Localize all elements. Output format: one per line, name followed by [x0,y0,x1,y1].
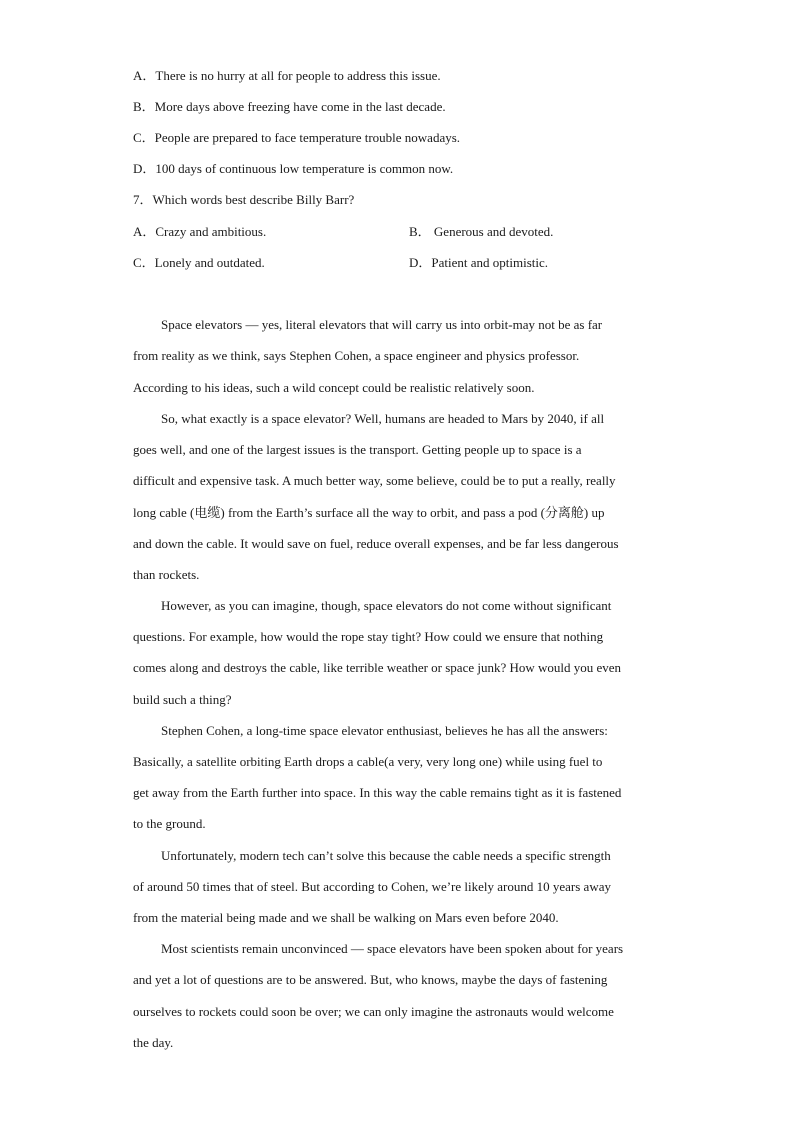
question-7-option-a: A．Crazy and ambitious. [133,224,267,239]
passage-line: to the ground. [133,816,206,831]
option-b-prev: B．More days above freezing have come in the last decade. [133,99,446,114]
passage-line: Basically, a satellite orbiting Earth drops a cable(a very, very long one) while using fuel to [133,754,603,769]
passage-line: goes well, and one of the largest issues is the transport. Getting people up to space is a [133,442,582,457]
option-c-prev: C．People are prepared to face temperature trouble nowadays. [133,130,461,145]
question-7-option-d: D．Patient and optimistic. [409,255,549,270]
option-d-prev: D．100 days of continuous low temperature is common now. [133,161,454,176]
passage-line: Space elevators — yes, literal elevators that will carry us into orbit-may not be as far [161,317,603,332]
question-7-option-b: B． Generous and devoted. [409,224,554,239]
passage-line: So, what exactly is a space elevator? Well, humans are headed to Mars by 2040, if all [161,411,605,426]
passage-line: However, as you can imagine, though, space elevators do not come without significant [161,598,612,613]
question-7-option-c: C．Lonely and outdated. [133,255,265,270]
passage-line: and down the cable. It would save on fuel, reduce overall expenses, and be far less dangerous [133,536,619,551]
passage-line: of around 50 times that of steel. But according to Cohen, we’re likely around 10 years away [133,879,611,894]
passage-line: Unfortunately, modern tech can’t solve this because the cable needs a specific strength [161,848,611,863]
passage-line: from the material being made and we shall be walking on Mars even before 2040. [133,910,559,925]
passage-line: ourselves to rockets could soon be over; we can only imagine the astronauts would welcome [133,1004,614,1019]
passage-line: from reality as we think, says Stephen Cohen, a space engineer and physics professor. [133,348,580,363]
passage-line: Stephen Cohen, a long-time space elevator enthusiast, believes he has all the answers: [161,723,608,738]
passage-line: According to his ideas, such a wild concept could be realistic relatively soon. [133,380,535,395]
option-a-prev: A．There is no hurry at all for people to address this issue. [133,68,441,83]
passage-line: comes along and destroys the cable, like terrible weather or space junk? How would you even [133,660,622,675]
passage-line: get away from the Earth further into space. In this way the cable remains tight as it is fastened [133,785,622,800]
passage-line: long cable (电缆) from the Earth’s surface all the way to orbit, and pass a pod (分离舱) up [133,505,605,520]
passage-line: build such a thing? [133,692,232,707]
passage-line: difficult and expensive task. A much better way, some believe, could be to put a really, really [133,473,616,488]
passage-line: and yet a lot of questions are to be answered. But, who knows, maybe the days of fastening [133,972,608,987]
question-7-stem: 7．Which words best describe Billy Barr? [133,192,355,207]
passage-line: the day. [133,1035,174,1050]
passage-line: than rockets. [133,567,200,582]
passage-line: questions. For example, how would the rope stay tight? How could we ensure that nothing [133,629,604,644]
passage-line: Most scientists remain unconvinced — space elevators have been spoken about for years [161,941,624,956]
